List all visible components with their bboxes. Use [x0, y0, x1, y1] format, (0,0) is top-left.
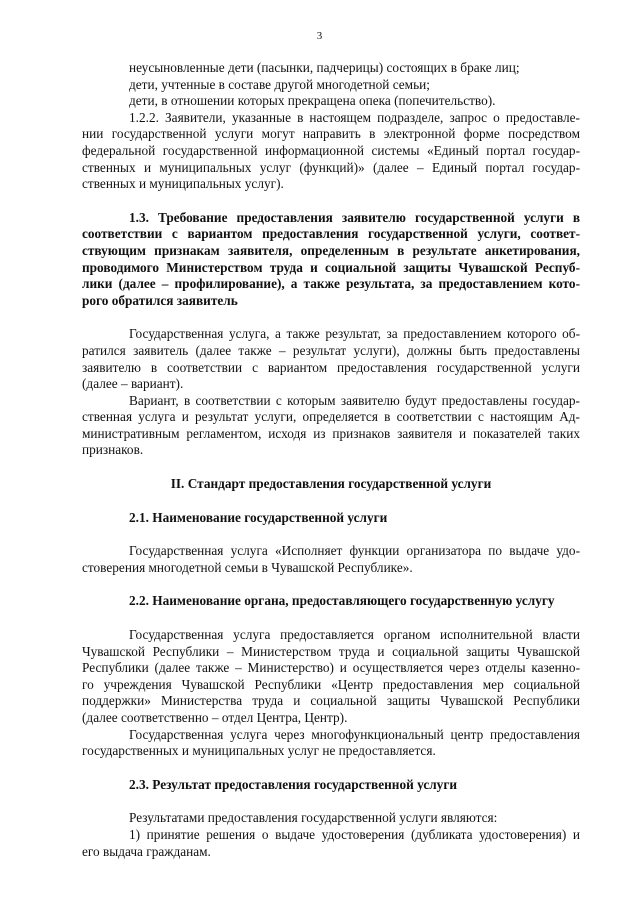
text-line: федеральной государственной информационной системы «Единый портал государ-	[82, 142, 580, 158]
section-heading-II	[82, 476, 580, 493]
text-line: Государственная услуга предоставляется органом исполнительной власти	[129, 627, 580, 643]
text-line: ственных и муниципальных услуг).	[82, 176, 284, 192]
paragraph-1-3-b	[82, 393, 580, 459]
paragraph-other-family-children	[82, 77, 580, 94]
text-line: министративным регламентом, исходя из признаков заявителя и показателей таких	[82, 425, 580, 441]
text-line: 1.2.2. Заявители, указанные в настоящем подразделе, запрос о предоставле-	[129, 109, 580, 125]
heading-line: II. Стандарт предоставления государственной услуги	[170, 476, 492, 492]
page-number: 3	[316, 30, 323, 42]
text-line: заявителю в соответствии с вариантом предоставления государственной услуги	[82, 359, 580, 375]
text-line: поддержки» Министерства труда и социальной защиты Чувашской Республики	[82, 693, 580, 709]
text-line: Республики (далее также – Министерство) и осуществляется через отделы казенно-	[82, 660, 580, 676]
heading-line: рого обратился заявитель	[82, 292, 238, 308]
heading-line: лики (далее – профилирование), а также результата, за предоставлением кото-	[82, 276, 580, 292]
paragraph-2-3-a	[82, 810, 580, 827]
text-line: Результатами предоставления государственной услуги являются:	[129, 810, 498, 826]
paragraph-2-2-a	[82, 627, 580, 727]
text-line: дети, учтенные в составе другой многодетной семьи;	[129, 76, 430, 92]
paragraph-guardianship-ended	[82, 93, 580, 110]
heading-line: соответствии с вариантом предоставления государственной услуги, соответ-	[82, 226, 580, 242]
text-line: Вариант, в соответствии с которым заявителю будут предоставлены государ-	[129, 392, 580, 408]
text-line: (далее соответственно – отдел Центра, Центр).	[82, 710, 348, 725]
text-line: 1) принятие решения о выдаче удостоверения (дубликата удостоверения) и	[129, 826, 580, 842]
text-line: стоверения многодетной семьи в Чувашской Республике».	[82, 559, 413, 575]
section-heading-2-2	[82, 593, 580, 610]
text-line: (далее – вариант).	[82, 376, 184, 392]
paragraph-2-3-b	[82, 827, 580, 860]
paragraph-stepchildren	[82, 60, 580, 77]
text-line: Государственная услуга через многофункциональный центр предоставления	[129, 726, 580, 742]
text-line: ратился заявитель (далее также – результат услуги), должны быть предоставлены	[82, 342, 580, 358]
text-line: неусыновленные дети (пасынки, падчерицы) состоящих в браке лиц;	[129, 60, 520, 75]
heading-line: 1.3. Требование предоставления заявителю государственной услуги в	[129, 209, 580, 225]
heading-line: 2.1. Наименование государственной услуги	[129, 509, 388, 525]
text-line: нии государственной услуги могут направить в электронной форме посредством	[82, 126, 580, 142]
text-line: го учреждения Чувашской Республики «Центр предоставления мер социальной	[82, 676, 580, 692]
section-heading-2-3	[82, 777, 580, 794]
paragraph-2-1	[82, 543, 580, 576]
section-heading-2-1	[82, 510, 580, 527]
text-line: государственных и муниципальных услуг не предоставляется.	[82, 743, 436, 759]
heading-line: ствующим признакам заявителя, определенным в результате анкетирования,	[82, 242, 580, 258]
paragraph-2-2-b	[82, 727, 580, 760]
text-line: ственная услуга и результат услуги, определяется в соответствии с настоящим Ад-	[82, 409, 580, 425]
heading-line: 2.3. Результат предоставления государственной услуги	[129, 776, 458, 792]
heading-line: 2.2. Наименование органа, предоставляющего государственную услугу	[129, 593, 555, 609]
paragraph-1-2-2	[82, 110, 580, 193]
text-line: дети, в отношении которых прекращена опека (попечительство).	[129, 93, 496, 109]
text-line: ственных и муниципальных услуг (функций)» (далее – Единый портал государ-	[82, 159, 580, 175]
text-line: Чувашской Республики – Министерством труда и социальной защиты Чувашской	[82, 643, 580, 659]
paragraph-1-3-a	[82, 326, 580, 392]
document-body	[82, 60, 580, 860]
heading-line: проводимого Министерством труда и социальной защиты Чувашской Респуб-	[82, 259, 580, 275]
text-line: признаков.	[82, 442, 144, 458]
text-line: его выдача гражданам.	[82, 843, 211, 859]
text-line: Государственная услуга, а также результат, за предоставлением которого об-	[129, 326, 580, 342]
text-line: Государственная услуга «Исполняет функции организатора по выдаче удо-	[129, 543, 580, 559]
section-heading-1-3	[82, 210, 580, 310]
